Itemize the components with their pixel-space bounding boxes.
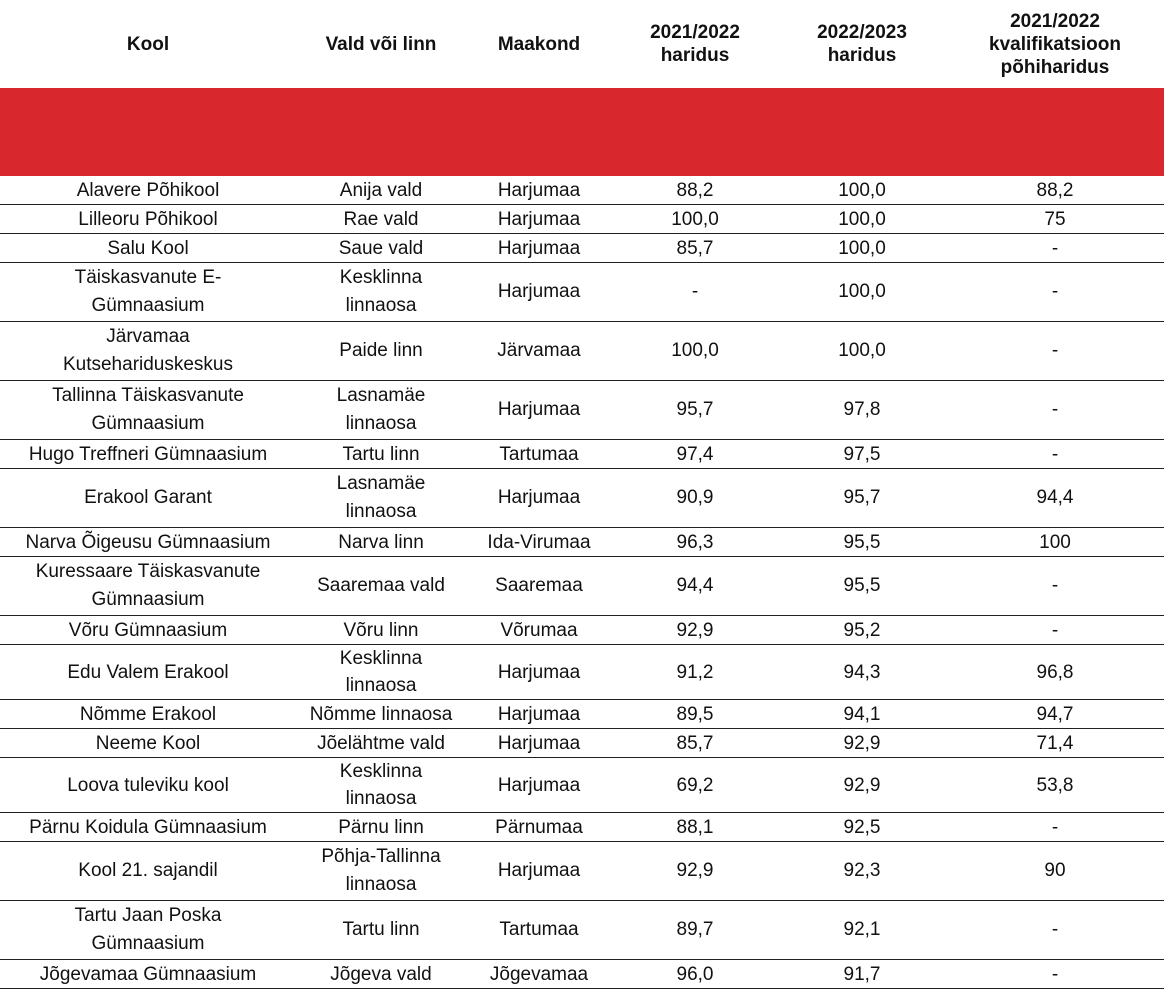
- accent-bar: [0, 88, 1164, 176]
- cell-2022-2023: 94,1: [778, 700, 946, 729]
- table-row: [0, 234, 1164, 263]
- cell-maakond: Harjumaa: [466, 234, 612, 263]
- cell-kool: [0, 901, 296, 960]
- cell-maakond: Harjumaa: [466, 263, 612, 322]
- cell-2022-2023: 97,8: [778, 381, 946, 440]
- table-row: [0, 960, 1164, 989]
- table-row: [0, 263, 1164, 322]
- header-row: [0, 0, 1164, 88]
- cell-2021-2022: 88,2: [612, 176, 778, 205]
- table-row: [0, 469, 1164, 528]
- cell-vald-line: Tartu linn: [342, 919, 420, 940]
- cell-vald: [296, 322, 466, 381]
- cell-kool-line: Gümnaasium: [91, 933, 205, 954]
- cell-kool: [0, 263, 296, 322]
- cell-kvalifikatsioon: -: [946, 557, 1164, 616]
- cell-vald: [296, 176, 466, 205]
- cell-vald-line: Kesklinna linnaosa: [339, 761, 423, 809]
- cell-maakond: Harjumaa: [466, 729, 612, 758]
- cell-kool: [0, 205, 296, 234]
- cell-kool-line: Salu Kool: [107, 237, 189, 259]
- cell-2021-2022: 89,5: [612, 700, 778, 729]
- table-row: [0, 205, 1164, 234]
- cell-kvalifikatsioon: -: [946, 234, 1164, 263]
- cell-vald-line: Saue vald: [338, 237, 424, 259]
- cell-vald-line: Nõmme linnaosa: [309, 703, 453, 725]
- cell-vald: [296, 616, 466, 645]
- table-row: [0, 901, 1164, 960]
- cell-vald: [296, 842, 466, 901]
- table-row: [0, 557, 1164, 616]
- table-row: [0, 616, 1164, 645]
- cell-vald: [296, 440, 466, 469]
- cell-vald: [296, 960, 466, 989]
- cell-vald-line: Anija vald: [339, 179, 423, 201]
- cell-kool: [0, 381, 296, 440]
- cell-maakond: Harjumaa: [466, 645, 612, 700]
- cell-kool-line: Võru Gümnaasium: [68, 619, 228, 641]
- cell-maakond: Võrumaa: [466, 616, 612, 645]
- cell-kvalifikatsioon: 100: [946, 528, 1164, 557]
- cell-vald-line: Kesklinna linnaosa: [339, 648, 423, 696]
- cell-2022-2023: 95,5: [778, 557, 946, 616]
- header-accent-bar: [0, 88, 1164, 176]
- cell-vald: [296, 381, 466, 440]
- cell-2021-2022: 88,1: [612, 813, 778, 842]
- table-row: [0, 322, 1164, 381]
- cell-maakond: Harjumaa: [466, 842, 612, 901]
- cell-maakond: Harjumaa: [466, 700, 612, 729]
- cell-kool: [0, 813, 296, 842]
- cell-kool-line: Kuressaare Täiskasvanute: [35, 561, 261, 582]
- cell-vald: [296, 700, 466, 729]
- cell-2021-2022: 91,2: [612, 645, 778, 700]
- cell-kool-line: Erakool Garant: [84, 487, 212, 508]
- table-header: [0, 0, 1164, 176]
- cell-kool-line: Gümnaasium: [91, 295, 205, 316]
- cell-2021-2022: 69,2: [612, 758, 778, 813]
- cell-2022-2023: 100,0: [778, 234, 946, 263]
- cell-maakond: Jõgevamaa: [466, 960, 612, 989]
- cell-vald-line: Kesklinna linnaosa: [339, 267, 423, 316]
- cell-kool-line: Kool 21. sajandil: [78, 860, 218, 881]
- cell-vald-line: Pärnu linn: [338, 816, 424, 838]
- cell-kvalifikatsioon: 53,8: [946, 758, 1164, 813]
- cell-2022-2023: 92,3: [778, 842, 946, 901]
- cell-2022-2023: 92,9: [778, 758, 946, 813]
- cell-vald-line: Saaremaa vald: [317, 575, 445, 596]
- cell-2021-2022: 92,9: [612, 842, 778, 901]
- cell-maakond: Pärnumaa: [466, 813, 612, 842]
- cell-kool: [0, 528, 296, 557]
- cell-2022-2023: 100,0: [778, 205, 946, 234]
- cell-vald-line: Jõgeva vald: [330, 963, 432, 985]
- cell-vald: [296, 813, 466, 842]
- table-row: [0, 440, 1164, 469]
- cell-kool: [0, 842, 296, 901]
- cell-kvalifikatsioon: -: [946, 616, 1164, 645]
- cell-kool: [0, 616, 296, 645]
- cell-vald: [296, 729, 466, 758]
- cell-kvalifikatsioon: -: [946, 381, 1164, 440]
- cell-kool: [0, 700, 296, 729]
- cell-kool-line: Neeme Kool: [95, 732, 201, 754]
- cell-kool-line: Kutsehariduskeskus: [62, 354, 234, 375]
- table-body: [0, 176, 1164, 989]
- cell-kool: [0, 469, 296, 528]
- cell-vald: [296, 469, 466, 528]
- cell-kool: [0, 176, 296, 205]
- cell-kvalifikatsioon: -: [946, 263, 1164, 322]
- cell-vald-line: Lasnamäe: [336, 473, 426, 494]
- cell-maakond: Harjumaa: [466, 205, 612, 234]
- cell-kvalifikatsioon: 75: [946, 205, 1164, 234]
- cell-vald: [296, 645, 466, 700]
- cell-kool-line: Tartu Jaan Poska: [74, 905, 222, 926]
- cell-2022-2023: 92,9: [778, 729, 946, 758]
- table-row: [0, 813, 1164, 842]
- cell-kool-line: Tallinna Täiskasvanute: [52, 385, 244, 406]
- cell-2022-2023: 95,5: [778, 528, 946, 557]
- header-2021-2022-haridus: 2021/2022 haridus: [650, 22, 740, 66]
- cell-kool-line: Gümnaasium: [91, 589, 205, 610]
- cell-kool: [0, 960, 296, 989]
- cell-vald: [296, 263, 466, 322]
- cell-2022-2023: 92,5: [778, 813, 946, 842]
- cell-kool-line: Nõmme Erakool: [79, 703, 217, 725]
- cell-2021-2022: 100,0: [612, 205, 778, 234]
- table-row: [0, 528, 1164, 557]
- cell-2022-2023: 91,7: [778, 960, 946, 989]
- cell-maakond: Harjumaa: [466, 469, 612, 528]
- cell-kool-line: Järvamaa: [106, 326, 190, 347]
- table-row: [0, 729, 1164, 758]
- cell-kool-line: Lilleoru Põhikool: [78, 208, 218, 230]
- cell-kvalifikatsioon: -: [946, 901, 1164, 960]
- cell-maakond: Harjumaa: [466, 381, 612, 440]
- table-row: [0, 645, 1164, 700]
- cell-vald-line: Rae vald: [343, 208, 419, 230]
- cell-vald: [296, 557, 466, 616]
- cell-vald: [296, 528, 466, 557]
- cell-2022-2023: 97,5: [778, 440, 946, 469]
- cell-vald-line: Tartu linn: [342, 443, 420, 465]
- cell-2022-2023: 100,0: [778, 176, 946, 205]
- cell-kvalifikatsioon: -: [946, 440, 1164, 469]
- cell-kvalifikatsioon: -: [946, 813, 1164, 842]
- table-row: [0, 758, 1164, 813]
- cell-vald: [296, 901, 466, 960]
- cell-maakond: Harjumaa: [466, 176, 612, 205]
- cell-2021-2022: 95,7: [612, 381, 778, 440]
- cell-vald: [296, 758, 466, 813]
- cell-vald-line: Paide linn: [339, 340, 423, 361]
- cell-kool-line: Loova tuleviku kool: [67, 774, 229, 796]
- cell-kvalifikatsioon: 90: [946, 842, 1164, 901]
- cell-vald: [296, 205, 466, 234]
- cell-2021-2022: -: [612, 263, 778, 322]
- cell-kool: [0, 645, 296, 700]
- cell-2021-2022: 85,7: [612, 234, 778, 263]
- cell-kool: [0, 322, 296, 381]
- cell-vald: [296, 234, 466, 263]
- cell-kool: [0, 758, 296, 813]
- table-row: [0, 700, 1164, 729]
- cell-vald-line: Põhja-Tallinna: [321, 846, 441, 867]
- cell-kvalifikatsioon: 94,7: [946, 700, 1164, 729]
- cell-2021-2022: 96,3: [612, 528, 778, 557]
- cell-vald-line: Jõelähtme vald: [317, 732, 445, 754]
- cell-kool-line: Pärnu Koidula Gümnaasium: [29, 816, 267, 838]
- table-row: [0, 176, 1164, 205]
- cell-maakond: Ida-Virumaa: [466, 528, 612, 557]
- cell-kvalifikatsioon: 96,8: [946, 645, 1164, 700]
- cell-vald-line: linnaosa: [345, 874, 417, 895]
- cell-vald-line: Narva linn: [338, 531, 424, 553]
- cell-2021-2022: 89,7: [612, 901, 778, 960]
- header-vald: Vald või linn: [325, 33, 437, 55]
- cell-2022-2023: 95,7: [778, 469, 946, 528]
- cell-kool: [0, 729, 296, 758]
- cell-maakond: Saaremaa: [466, 557, 612, 616]
- cell-kvalifikatsioon: -: [946, 960, 1164, 989]
- cell-2022-2023: 94,3: [778, 645, 946, 700]
- table-row: [0, 381, 1164, 440]
- cell-2021-2022: 90,9: [612, 469, 778, 528]
- cell-kvalifikatsioon: 88,2: [946, 176, 1164, 205]
- cell-kvalifikatsioon: 71,4: [946, 729, 1164, 758]
- cell-vald-line: Võru linn: [343, 619, 419, 641]
- cell-2022-2023: 100,0: [778, 263, 946, 322]
- header-kool: Kool: [126, 33, 170, 55]
- cell-2021-2022: 100,0: [612, 322, 778, 381]
- cell-kool-line: Narva Õigeusu Gümnaasium: [25, 531, 271, 553]
- cell-maakond: Harjumaa: [466, 758, 612, 813]
- cell-kool: [0, 440, 296, 469]
- cell-vald-line: Lasnamäe: [336, 385, 426, 406]
- cell-kool-line: Hugo Treffneri Gümnaasium: [28, 443, 268, 465]
- cell-kool-line: Alavere Põhikool: [76, 179, 220, 201]
- cell-2021-2022: 97,4: [612, 440, 778, 469]
- cell-kool-line: Edu Valem Erakool: [67, 661, 229, 683]
- cell-2021-2022: 94,4: [612, 557, 778, 616]
- header-maakond: Maakond: [497, 33, 581, 55]
- cell-2022-2023: 100,0: [778, 322, 946, 381]
- cell-kool: [0, 557, 296, 616]
- cell-kvalifikatsioon: -: [946, 322, 1164, 381]
- table-row: [0, 842, 1164, 901]
- cell-maakond: Järvamaa: [466, 322, 612, 381]
- cell-2021-2022: 92,9: [612, 616, 778, 645]
- cell-2022-2023: 95,2: [778, 616, 946, 645]
- cell-kvalifikatsioon: 94,4: [946, 469, 1164, 528]
- cell-kool-line: Täiskasvanute E-: [74, 267, 222, 288]
- cell-2021-2022: 96,0: [612, 960, 778, 989]
- cell-2021-2022: 85,7: [612, 729, 778, 758]
- header-2022-2023-haridus: 2022/2023 haridus: [817, 22, 907, 66]
- header-kvalifikatsioon: 2021/2022 kvalifikatsioon põhiharidus: [989, 10, 1121, 78]
- cell-kool-line: Gümnaasium: [91, 413, 205, 434]
- cell-2022-2023: 92,1: [778, 901, 946, 960]
- cell-kool: [0, 234, 296, 263]
- cell-kool-line: Jõgevamaa Gümnaasium: [39, 963, 257, 985]
- cell-vald-line: linnaosa: [345, 501, 417, 522]
- cell-maakond: Tartumaa: [466, 440, 612, 469]
- cell-vald-line: linnaosa: [345, 413, 417, 434]
- cell-maakond: Tartumaa: [466, 901, 612, 960]
